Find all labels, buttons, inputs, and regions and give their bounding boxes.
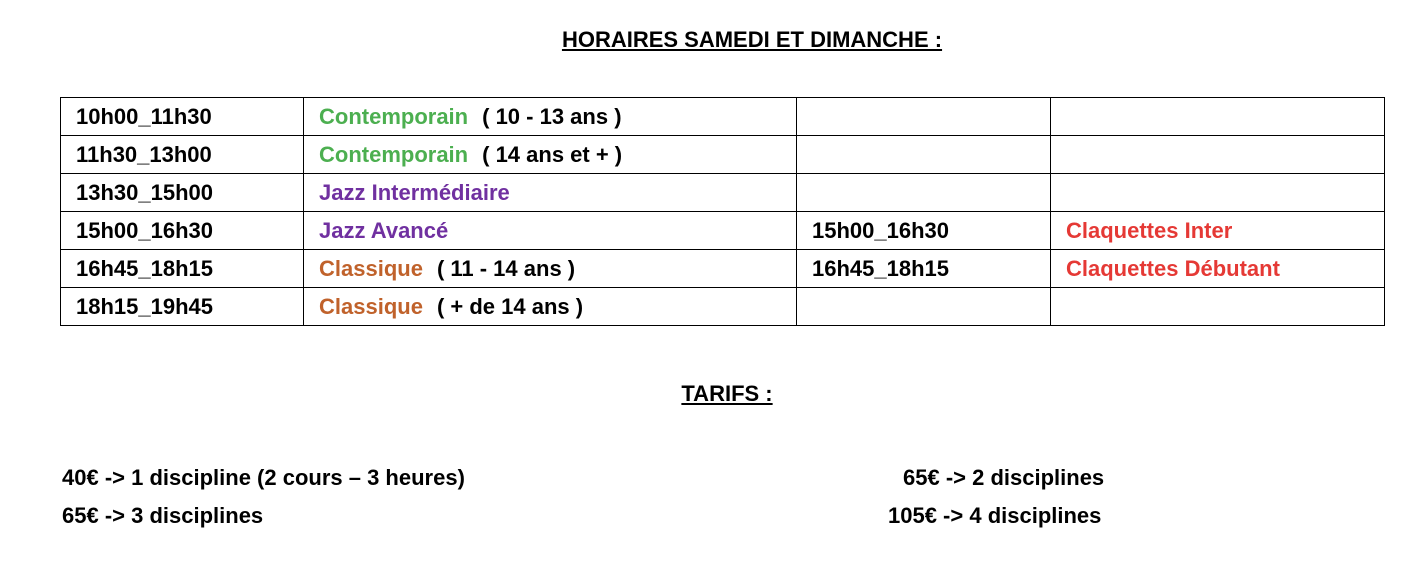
price-three-disciplines: 65€ -> 3 disciplines: [62, 503, 264, 528]
table-row: [61, 174, 1385, 212]
age-range: ( + de 14 ans ): [436, 293, 584, 319]
course-cell: [304, 98, 797, 136]
table-row: [61, 250, 1385, 288]
course-cell-2: [1051, 98, 1385, 136]
age-range: ( 11 - 14 ans ): [436, 255, 576, 281]
price-four-disciplines: 105€ -> 4 disciplines: [888, 503, 1102, 528]
course-cell-2: Claquettes Débutant: [1051, 250, 1385, 288]
time-cell-2: [797, 98, 1051, 136]
course-name: Classique: [319, 293, 423, 319]
age-range: ( 14 ans et + ): [482, 141, 623, 167]
time-cell-2: 16h45_18h15: [797, 250, 1051, 288]
course-name: Contemporain: [319, 103, 469, 129]
table-row: [61, 212, 1385, 250]
time-cell-2: [797, 136, 1051, 174]
course-cell-2: [1051, 288, 1385, 326]
tarifs-title: TARIFS :: [681, 381, 773, 406]
course-name: Jazz Avancé: [319, 217, 449, 243]
schedule-table: [60, 97, 1385, 326]
time-cell: 16h45_18h15: [61, 250, 304, 288]
time-cell: 11h30_13h00: [61, 136, 304, 174]
page-title: HORAIRES SAMEDI ET DIMANCHE :: [561, 27, 943, 52]
course-cell: [304, 250, 797, 288]
time-cell: 18h15_19h45: [61, 288, 304, 326]
course-name: Classique: [319, 255, 423, 281]
time-cell: 13h30_15h00: [61, 174, 304, 212]
time-cell-2: [797, 288, 1051, 326]
course-cell: [304, 174, 797, 212]
course-name: Contemporain: [319, 141, 469, 167]
table-row: [61, 288, 1385, 326]
course-cell-2: [1051, 174, 1385, 212]
price-two-disciplines: 65€ -> 2 disciplines: [903, 465, 1105, 490]
course-cell-2: [1051, 136, 1385, 174]
course-cell-2: Claquettes Inter: [1051, 212, 1385, 250]
time-cell: 10h00_11h30: [61, 98, 304, 136]
course-name: Jazz Intermédiaire: [319, 179, 510, 205]
course-cell: [304, 212, 797, 250]
time-cell-2: 15h00_16h30: [797, 212, 1051, 250]
price-one-discipline: 40€ -> 1 discipline (2 cours – 3 heures): [62, 465, 465, 490]
course-cell: [304, 136, 797, 174]
time-cell-2: [797, 174, 1051, 212]
age-range: ( 10 - 13 ans ): [482, 103, 622, 129]
table-row: [61, 136, 1385, 174]
course-cell: [304, 288, 797, 326]
table-row: [61, 98, 1385, 136]
time-cell: 15h00_16h30: [61, 212, 304, 250]
